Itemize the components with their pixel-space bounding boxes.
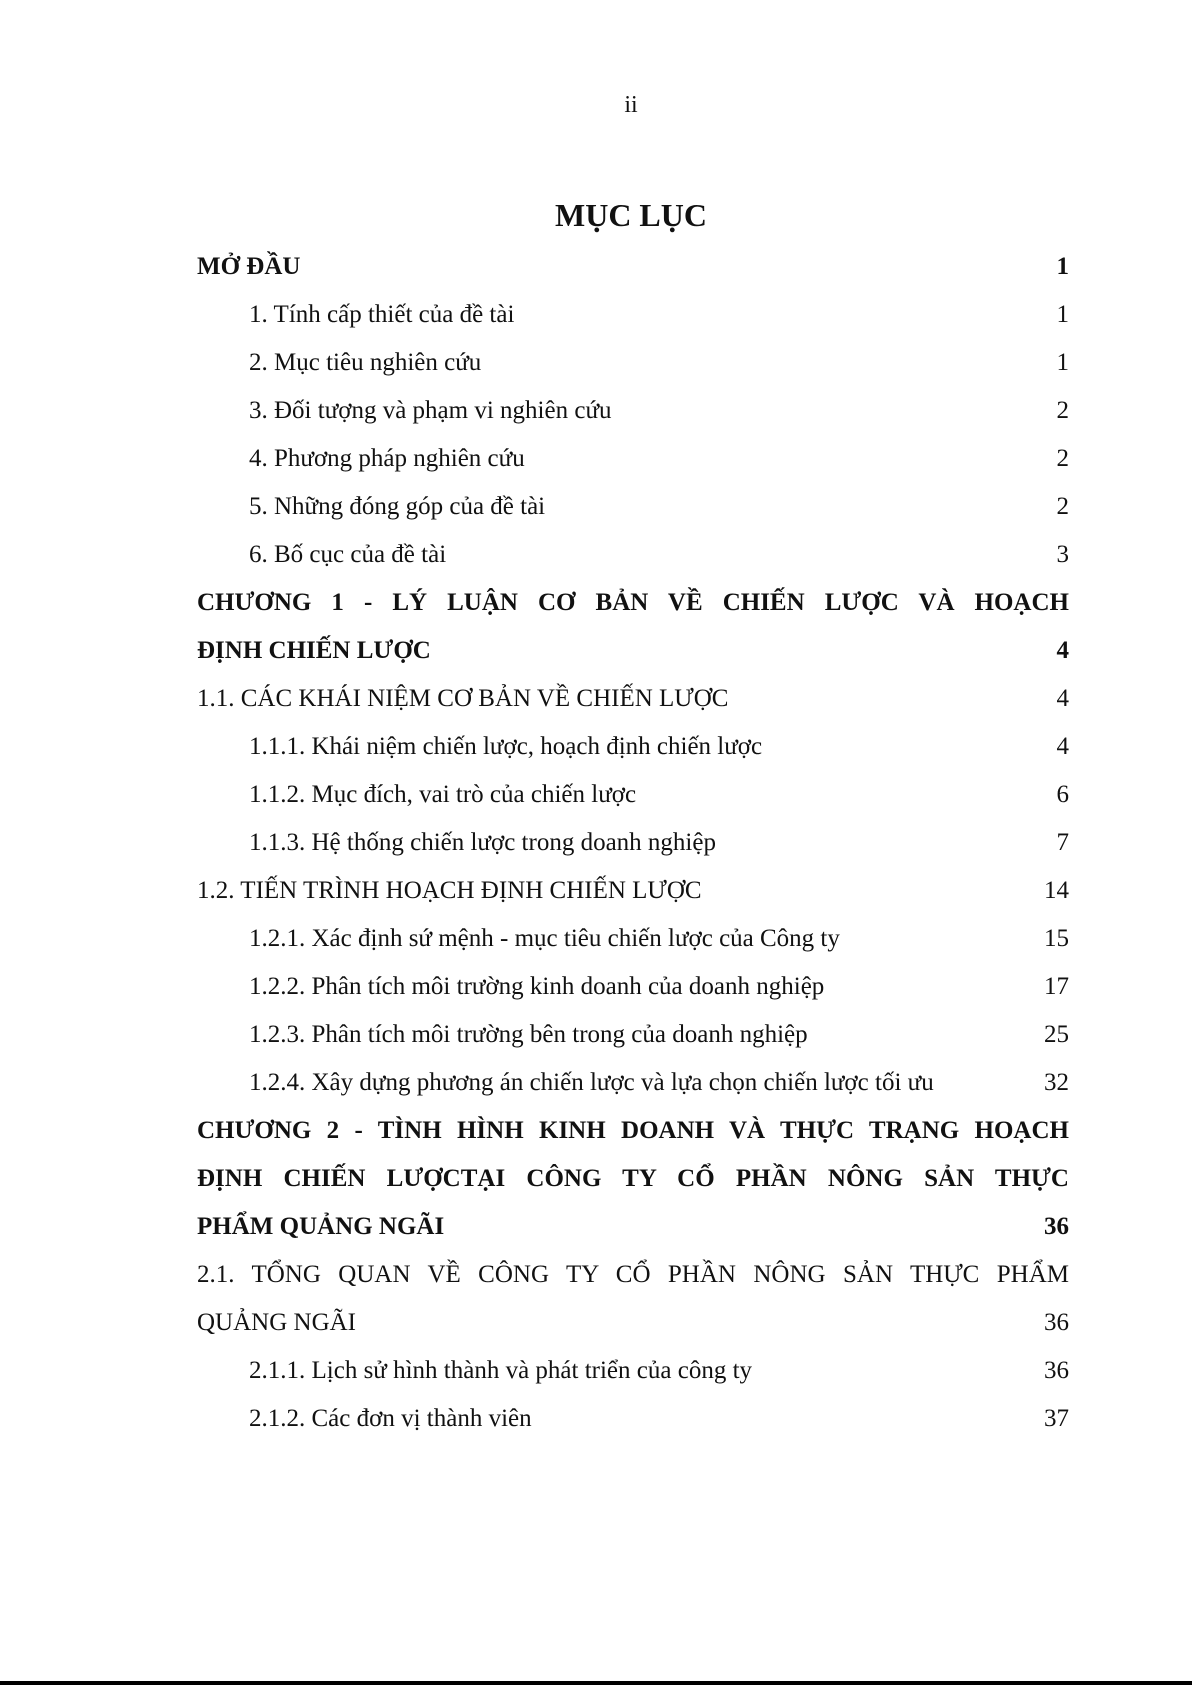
toc-entry-page: 2 [1056, 493, 1069, 520]
toc-entry-label: 1.2.2. Phân tích môi trường kinh doanh của doanh nghiệp [249, 973, 825, 1000]
page-number: ii [624, 92, 638, 118]
toc-entry-page: 1 [1056, 253, 1069, 280]
toc-entry-section-cont[interactable] [197, 1299, 1069, 1347]
toc-entry[interactable] [197, 531, 1069, 579]
toc-entry-label: PHẨM QUẢNG NGÃI [197, 1213, 445, 1240]
toc-entry-section[interactable] [197, 867, 1069, 915]
toc-entry-page: 7 [1056, 829, 1069, 856]
toc-entry[interactable] [197, 915, 1069, 963]
toc-entry-label: 5. Những đóng góp của đề tài [249, 493, 546, 520]
toc-entry-page: 32 [1044, 1069, 1069, 1096]
toc-entry-chapter-1[interactable] [197, 579, 1069, 627]
toc-entry-page: 6 [1056, 781, 1069, 808]
toc-entry-page: 3 [1056, 541, 1069, 568]
toc-entry-label: 1.1.2. Mục đích, vai trò của chiến lược [249, 781, 637, 808]
toc-entry-label: MỞ ĐẦU [197, 253, 301, 280]
toc-entry-page: 25 [1044, 1021, 1069, 1048]
bottom-rule [0, 1681, 1192, 1685]
toc-entry-page: 4 [1056, 637, 1069, 664]
toc-entry[interactable] [197, 771, 1069, 819]
toc-entry-page: 2 [1056, 445, 1069, 472]
toc-entry-page: 36 [1044, 1309, 1069, 1336]
toc-entry-label: ĐỊNH CHIẾN LƯỢCTẠI CÔNG TY CỔ PHẦN NÔNG SẢN THỰC [197, 1165, 1069, 1192]
toc-entry[interactable] [197, 435, 1069, 483]
toc-entry-label: QUẢNG NGÃI [197, 1309, 357, 1336]
toc-entry-label: ĐỊNH CHIẾN LƯỢC [197, 637, 431, 664]
toc-entry-page: 36 [1044, 1213, 1069, 1240]
toc-entry[interactable] [197, 387, 1069, 435]
toc-entry-chapter-2-cont[interactable] [197, 1203, 1069, 1251]
toc-entry-label: 1.1. CÁC KHÁI NIỆM CƠ BẢN VỀ CHIẾN LƯỢC [197, 685, 729, 712]
toc-entry[interactable] [197, 1011, 1069, 1059]
toc-entry-section[interactable] [197, 1251, 1069, 1299]
toc-entry-label: 1.1.3. Hệ thống chiến lược trong doanh nghiệp [249, 829, 716, 856]
toc-entry[interactable] [197, 723, 1069, 771]
toc-entry[interactable] [197, 291, 1069, 339]
toc-entry-page: 1 [1056, 301, 1069, 328]
toc-entry-page: 4 [1056, 685, 1069, 712]
toc-entry-chapter-1-cont[interactable] [197, 627, 1069, 675]
toc-entry-page: 37 [1044, 1405, 1069, 1432]
toc-entry-section[interactable] [197, 675, 1069, 723]
toc-entry-page: 14 [1044, 877, 1069, 904]
toc-entry-page: 17 [1044, 973, 1069, 1000]
toc-entry[interactable] [197, 1059, 1069, 1107]
toc-entry-label: 2.1.2. Các đơn vị thành viên [249, 1405, 532, 1432]
toc-entry-label: 6. Bố cục của đề tài [249, 541, 447, 568]
toc-entry-label: CHƯƠNG 1 - LÝ LUẬN CƠ BẢN VỀ CHIẾN LƯỢC VÀ HOẠCH [197, 589, 1069, 616]
toc-entry-mo-dau[interactable] [197, 243, 1069, 291]
toc-entry-label: 1.2.3. Phân tích môi trường bên trong của doanh nghiệp [249, 1021, 808, 1048]
toc-entry-chapter-2[interactable] [197, 1107, 1069, 1155]
toc-entry[interactable] [197, 963, 1069, 1011]
toc-entry-label: 2.1. TỔNG QUAN VỀ CÔNG TY CỔ PHẦN NÔNG SẢN THỰC PHẨM [197, 1261, 1069, 1288]
toc-entry-label: 1.2. TIẾN TRÌNH HOẠCH ĐỊNH CHIẾN LƯỢC [197, 877, 702, 904]
toc-entry-label: 4. Phương pháp nghiên cứu [249, 445, 525, 472]
toc-entry-label: 2. Mục tiêu nghiên cứu [249, 349, 482, 376]
toc-entry-label: 3. Đối tượng và phạm vi nghiên cứu [249, 397, 612, 424]
toc-entry-page: 15 [1044, 925, 1069, 952]
toc-entry-label: 2.1.1. Lịch sử hình thành và phát triển của công ty [249, 1357, 753, 1384]
table-of-contents [197, 243, 1069, 1443]
toc-entry[interactable] [197, 1347, 1069, 1395]
toc-entry-label: 1. Tính cấp thiết của đề tài [249, 301, 515, 328]
toc-entry[interactable] [197, 1395, 1069, 1443]
toc-entry-label: CHƯƠNG 2 - TÌNH HÌNH KINH DOANH VÀ THỰC TRẠNG HOẠCH [197, 1117, 1069, 1144]
toc-entry-label: 1.1.1. Khái niệm chiến lược, hoạch định chiến lược [249, 733, 763, 760]
toc-entry-page: 36 [1044, 1357, 1069, 1384]
toc-entry[interactable] [197, 819, 1069, 867]
toc-entry-label: 1.2.1. Xác định sứ mệnh - mục tiêu chiến lược của Công ty [249, 925, 840, 952]
toc-title: MỤC LỤC [555, 197, 707, 233]
toc-entry-page: 4 [1056, 733, 1069, 760]
toc-entry[interactable] [197, 339, 1069, 387]
toc-entry-page: 2 [1056, 397, 1069, 424]
toc-entry-chapter-2-cont[interactable] [197, 1155, 1069, 1203]
toc-entry-page: 1 [1056, 349, 1069, 376]
toc-entry-label: 1.2.4. Xây dựng phương án chiến lược và lựa chọn chiến lược tối ưu [249, 1069, 934, 1096]
toc-entry[interactable] [197, 483, 1069, 531]
